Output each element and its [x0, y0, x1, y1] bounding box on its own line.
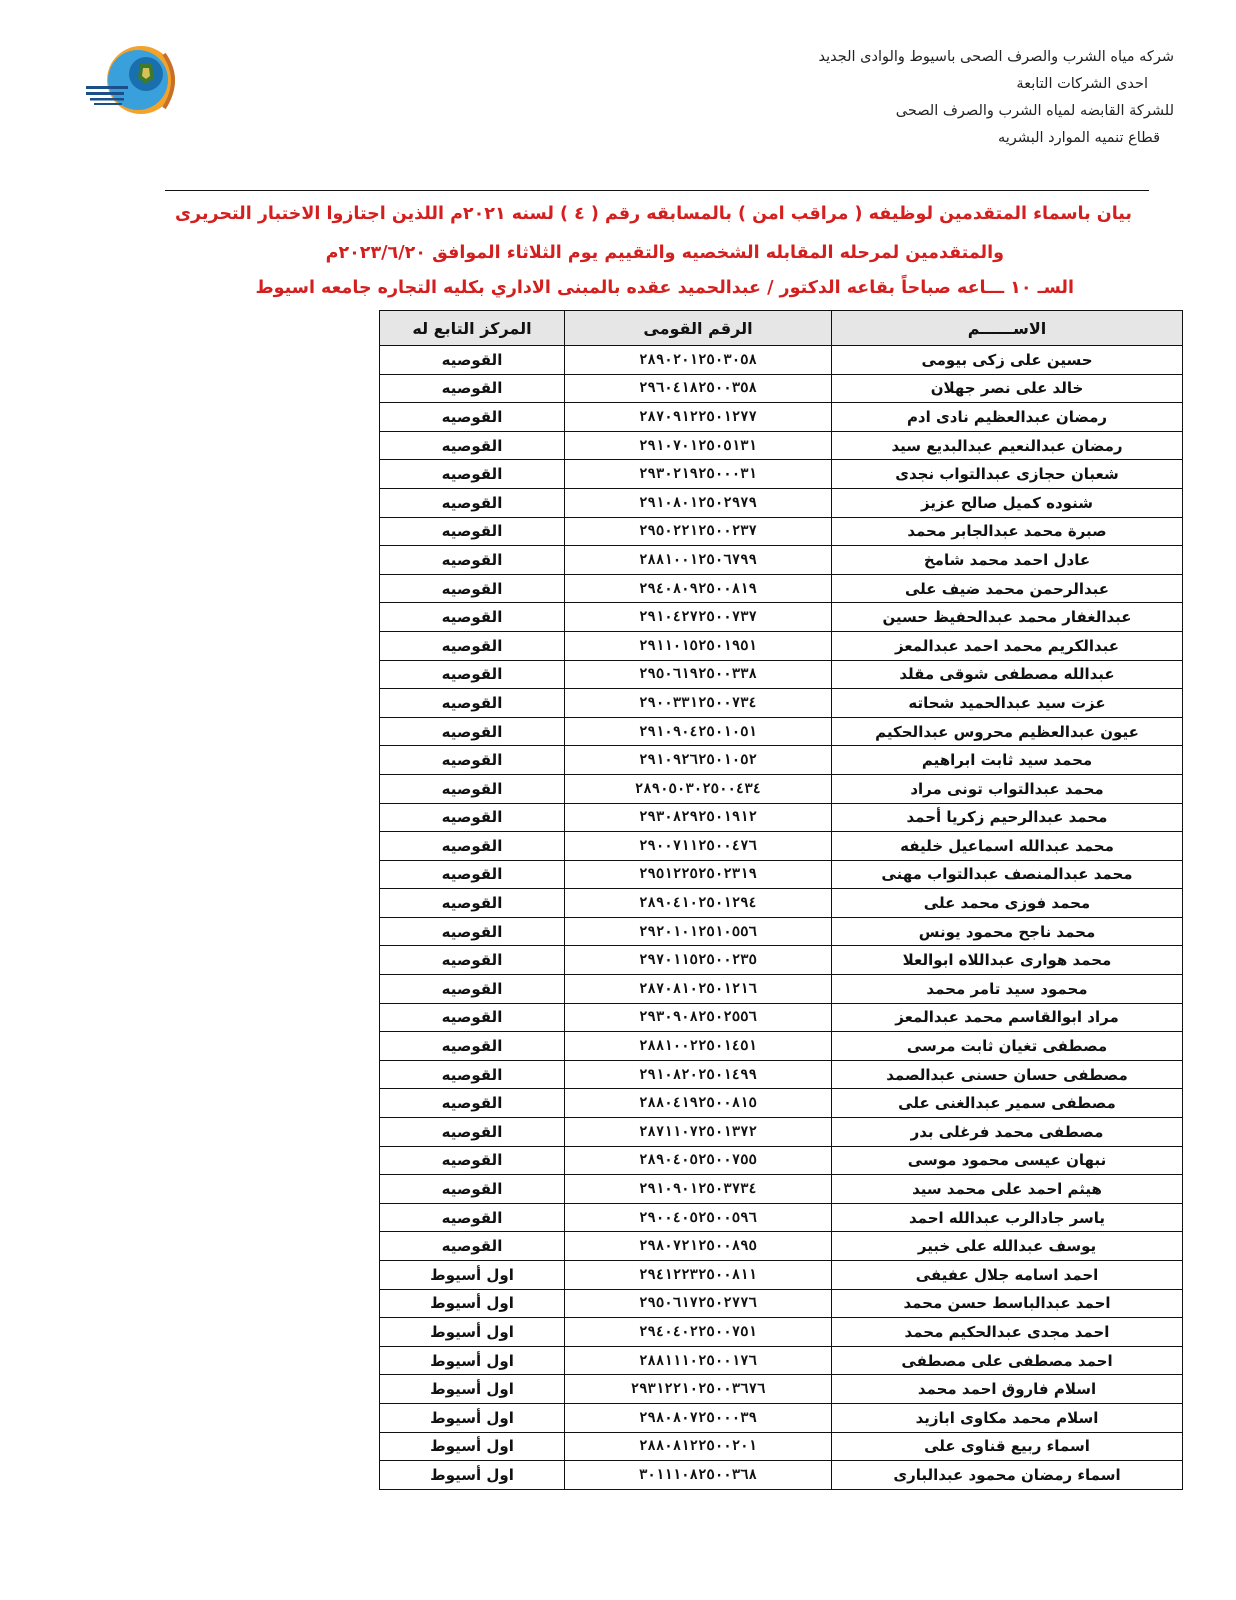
org-line-sector: قطاع تنميه الموارد البشريه [997, 130, 1160, 146]
cell-center: القوصيه [380, 1032, 565, 1061]
cell-national-id: ٢٩٥١٢٢٥٢٥٠٢٣١٩ [565, 860, 832, 889]
cell-name: محمد فوزى محمد على [832, 889, 1183, 918]
cell-center: القوصيه [380, 1203, 565, 1232]
cell-national-id: ٢٩٨٠٨٠٧٢٥٠٠٠٣٩ [565, 1403, 832, 1432]
cell-national-id: ٢٨٨٠٤١٩٢٥٠٠٨١٥ [565, 1089, 832, 1118]
cell-name: عادل احمد محمد شامخ [832, 546, 1183, 575]
cell-national-id: ٢٩٣٠٢١٩٢٥٠٠٠٣١ [565, 460, 832, 489]
table-row [380, 975, 1183, 1004]
cell-name: مصطفى تغيان ثابت مرسى [832, 1032, 1183, 1061]
table-row [380, 1318, 1183, 1347]
table-row [380, 574, 1183, 603]
cell-national-id: ٣٠١١١٠٨٢٥٠٠٣٦٨ [565, 1461, 832, 1490]
cell-name: محمد هوارى عبداللاه ابوالعلا [832, 946, 1183, 975]
cell-name: مراد ابوالقاسم محمد عبدالمعز [832, 1003, 1183, 1032]
table-row [380, 1403, 1183, 1432]
cell-center: القوصيه [380, 746, 565, 775]
table-row [380, 374, 1183, 403]
cell-name: رمضان عبدالنعيم عبدالبديع سيد [832, 431, 1183, 460]
table-row [380, 860, 1183, 889]
table-row [380, 431, 1183, 460]
cell-national-id: ٢٨٧٠٩١٢٢٥٠١٢٧٧ [565, 403, 832, 432]
cell-name: نبهان عيسى محمود موسى [832, 1146, 1183, 1175]
cell-center: القوصيه [380, 832, 565, 861]
cell-center: القوصيه [380, 431, 565, 460]
cell-national-id: ٢٨٧٠٨١٠٢٥٠١٢١٦ [565, 975, 832, 1004]
cell-name: عبدالله مصطفى شوقى مقلد [832, 660, 1183, 689]
org-header [818, 44, 1174, 152]
cell-center: القوصيه [380, 1146, 565, 1175]
cell-national-id: ٢٩٧٠١١٥٢٥٠٠٢٣٥ [565, 946, 832, 975]
table-row [380, 946, 1183, 975]
cell-national-id: ٢٩١٠٨٢٠٢٥٠١٤٩٩ [565, 1060, 832, 1089]
cell-center: القوصيه [380, 403, 565, 432]
cell-center: اول أسيوط [380, 1375, 565, 1404]
table-row [380, 746, 1183, 775]
table-row [380, 1003, 1183, 1032]
cell-national-id: ٢٩٥٠٦١٩٢٥٠٠٣٣٨ [565, 660, 832, 689]
table-row [380, 631, 1183, 660]
table-row [380, 1289, 1183, 1318]
cell-name: محمد عبدالله اسماعيل خليفه [832, 832, 1183, 861]
cell-name: صبرة محمد عبدالجابر محمد [832, 517, 1183, 546]
table-row [380, 803, 1183, 832]
table-row [380, 1375, 1183, 1404]
cell-center: اول أسيوط [380, 1261, 565, 1290]
cell-center: اول أسيوط [380, 1461, 565, 1490]
cell-center: القوصيه [380, 517, 565, 546]
cell-name: عبدالغفار محمد عبدالحفيظ حسين [832, 603, 1183, 632]
cell-national-id: ٢٨٨١٠٠١٢٥٠٦٧٩٩ [565, 546, 832, 575]
cell-center: القوصيه [380, 860, 565, 889]
cell-name: خالد على نصر جهلان [832, 374, 1183, 403]
document-title-line3: السـ ١٠ ـــاعه صباحاً بقاعه الدكتور / عبدالحميد عقده بالمبنى الاداري بكليه التجاره جامعه اسيوط [255, 278, 1074, 298]
table-body [380, 346, 1183, 1490]
cell-name: مصطفى محمد فرغلى بدر [832, 1118, 1183, 1147]
table-row [380, 1203, 1183, 1232]
cell-name: عبدالرحمن محمد ضيف على [832, 574, 1183, 603]
cell-center: القوصيه [380, 631, 565, 660]
document-title-line2: والمتقدمين لمرحله المقابله الشخصيه والتقييم يوم الثلاثاء الموافق ٢٠٢٣/٦/٢٠م [325, 243, 1004, 263]
table-row [380, 460, 1183, 489]
cell-name: شعبان حجازى عبدالتواب نجدى [832, 460, 1183, 489]
cell-name: احمد اسامه جلال عفيفى [832, 1261, 1183, 1290]
cell-national-id: ٢٩٤٠٨٠٩٢٥٠٠٨١٩ [565, 574, 832, 603]
cell-name: ياسر جادالرب عبدالله احمد [832, 1203, 1183, 1232]
cell-name: احمد مجدى عبدالحكيم محمد [832, 1318, 1183, 1347]
cell-national-id: ٢٨٨٠٨١٢٢٥٠٠٢٠١ [565, 1432, 832, 1461]
org-line-company: شركه مياه الشرب والصرف الصحى باسيوط والوادى الجديد [818, 49, 1174, 65]
cell-national-id: ٢٩٠٠٤٠٥٢٥٠٠٥٩٦ [565, 1203, 832, 1232]
cell-center: القوصيه [380, 660, 565, 689]
cell-national-id: ٢٩٤٠٤٠٢٢٥٠٠٧٥١ [565, 1318, 832, 1347]
cell-name: حسين على زكى بيومى [832, 346, 1183, 375]
cell-center: القوصيه [380, 1060, 565, 1089]
cell-name: محمود سيد تامر محمد [832, 975, 1183, 1004]
cell-name: اسماء ربيع قناوى على [832, 1432, 1183, 1461]
cell-name: عبدالكريم محمد احمد عبدالمعز [832, 631, 1183, 660]
table-row [380, 1146, 1183, 1175]
cell-name: محمد سيد ثابت ابراهيم [832, 746, 1183, 775]
cell-national-id: ٢٩١٠٩٠١٢٥٠٣٧٣٤ [565, 1175, 832, 1204]
table-row [380, 1346, 1183, 1375]
cell-name: اسلام فاروق احمد محمد [832, 1375, 1183, 1404]
table-row [380, 1432, 1183, 1461]
cell-center: القوصيه [380, 889, 565, 918]
table-row [380, 774, 1183, 803]
cell-center: القوصيه [380, 717, 565, 746]
cell-national-id: ٢٩٣١٢٢١٠٢٥٠٠٣٦٧٦ [565, 1375, 832, 1404]
table-row [380, 546, 1183, 575]
column-header-national-id: الرقم القومى [565, 311, 832, 346]
table-row [380, 1060, 1183, 1089]
table-row [380, 517, 1183, 546]
cell-name: هيثم احمد على محمد سيد [832, 1175, 1183, 1204]
cell-name: محمد عبدالتواب تونى مراد [832, 774, 1183, 803]
cell-center: القوصيه [380, 1175, 565, 1204]
cell-national-id: ٢٩٣٠٨٢٩٢٥٠١٩١٢ [565, 803, 832, 832]
company-logo [86, 44, 186, 116]
table-row [380, 917, 1183, 946]
cell-center: القوصيه [380, 460, 565, 489]
cell-name: رمضان عبدالعظيم نادى ادم [832, 403, 1183, 432]
cell-center: القوصيه [380, 1003, 565, 1032]
cell-national-id: ٢٩١٠٨٠١٢٥٠٢٩٧٩ [565, 488, 832, 517]
cell-name: شنوده كميل صالح عزيز [832, 488, 1183, 517]
cell-national-id: ٢٩٥٠٢٢١٢٥٠٠٢٣٧ [565, 517, 832, 546]
cell-center: اول أسيوط [380, 1432, 565, 1461]
table-row [380, 603, 1183, 632]
cell-name: اسماء رمضان محمود عبدالبارى [832, 1461, 1183, 1490]
cell-national-id: ٢٨٩٠٥٠٣٠٢٥٠٠٤٣٤ [565, 774, 832, 803]
org-line-affiliate: احدى الشركات التابعة [1016, 76, 1148, 92]
table-row [380, 1175, 1183, 1204]
cell-national-id: ٢٩٣٠٩٠٨٢٥٠٢٥٥٦ [565, 1003, 832, 1032]
cell-center: القوصيه [380, 689, 565, 718]
cell-name: عزت سيد عبدالحميد شحاته [832, 689, 1183, 718]
cell-center: القوصيه [380, 1118, 565, 1147]
cell-center: القوصيه [380, 374, 565, 403]
cell-national-id: ٢٩١٠٧٠١٢٥٠٥١٣١ [565, 431, 832, 460]
header-divider [165, 190, 1149, 191]
column-header-center: المركز التابع له [380, 311, 565, 346]
cell-name: عيون عبدالعظيم محروس عبدالحكيم [832, 717, 1183, 746]
cell-center: القوصيه [380, 346, 565, 375]
cell-name: اسلام محمد مكاوى ابازيد [832, 1403, 1183, 1432]
cell-center: القوصيه [380, 603, 565, 632]
table-row [380, 1032, 1183, 1061]
cell-name: محمد عبدالرحيم زكريا أحمد [832, 803, 1183, 832]
cell-center: اول أسيوط [380, 1289, 565, 1318]
cell-national-id: ٢٨٧١١٠٧٢٥٠١٣٧٢ [565, 1118, 832, 1147]
table-row [380, 1261, 1183, 1290]
table-row [380, 1232, 1183, 1261]
cell-name: محمد عبدالمنصف عبدالتواب مهنى [832, 860, 1183, 889]
cell-national-id: ٢٩١١٠١٥٢٥٠١٩٥١ [565, 631, 832, 660]
cell-national-id: ٢٨٩٠٢٠١٢٥٠٣٠٥٨ [565, 346, 832, 375]
table-row [380, 346, 1183, 375]
candidates-table [379, 310, 1183, 1490]
table-row [380, 832, 1183, 861]
table-row [380, 1461, 1183, 1490]
cell-national-id: ٢٩١٠٤٢٧٢٥٠٠٧٣٧ [565, 603, 832, 632]
cell-national-id: ٢٩٤١٢٢٣٢٥٠٠٨١١ [565, 1261, 832, 1290]
cell-center: القوصيه [380, 975, 565, 1004]
cell-national-id: ٢٩٢٠١٠١٢٥١٠٥٥٦ [565, 917, 832, 946]
cell-national-id: ٢٨٨١١١٠٢٥٠٠١٧٦ [565, 1346, 832, 1375]
cell-name: مصطفى سمير عبدالغنى على [832, 1089, 1183, 1118]
table-row [380, 403, 1183, 432]
cell-name: احمد مصطفى على مصطفى [832, 1346, 1183, 1375]
cell-center: اول أسيوط [380, 1346, 565, 1375]
cell-name: محمد ناجح محمود يونس [832, 917, 1183, 946]
table-row [380, 689, 1183, 718]
cell-center: القوصيه [380, 803, 565, 832]
cell-national-id: ٢٩١٠٩٢٦٢٥٠١٠٥٢ [565, 746, 832, 775]
cell-national-id: ٢٨٩٠٤١٠٢٥٠١٢٩٤ [565, 889, 832, 918]
cell-national-id: ٢٩٠٠٣٣١٢٥٠٠٧٣٤ [565, 689, 832, 718]
cell-center: القوصيه [380, 1089, 565, 1118]
cell-center: اول أسيوط [380, 1318, 565, 1347]
cell-center: القوصيه [380, 488, 565, 517]
cell-national-id: ٢٩٦٠٤١٨٢٥٠٠٣٥٨ [565, 374, 832, 403]
candidates-table-container [379, 310, 1147, 1490]
org-line-holding: للشركة القابضه لمياه الشرب والصرف الصحى [895, 103, 1174, 119]
cell-national-id: ٢٩٥٠٦١٧٢٥٠٢٧٧٦ [565, 1289, 832, 1318]
table-row [380, 488, 1183, 517]
cell-name: يوسف عبدالله على خبير [832, 1232, 1183, 1261]
cell-national-id: ٢٨٨١٠٠٢٢٥٠١٤٥١ [565, 1032, 832, 1061]
column-header-name: الاســــــم [832, 311, 1183, 346]
cell-center: اول أسيوط [380, 1403, 565, 1432]
table-row [380, 1089, 1183, 1118]
table-row [380, 1118, 1183, 1147]
cell-center: القوصيه [380, 574, 565, 603]
cell-center: القوصيه [380, 774, 565, 803]
table-row [380, 889, 1183, 918]
cell-national-id: ٢٩٠٠٧١١٢٥٠٠٤٧٦ [565, 832, 832, 861]
cell-national-id: ٢٩١٠٩٠٤٢٥٠١٠٥١ [565, 717, 832, 746]
cell-national-id: ٢٩٨٠٧٢١٢٥٠٠٨٩٥ [565, 1232, 832, 1261]
cell-center: القوصيه [380, 546, 565, 575]
table-row [380, 660, 1183, 689]
cell-name: احمد عبدالباسط حسن محمد [832, 1289, 1183, 1318]
cell-center: القوصيه [380, 1232, 565, 1261]
cell-center: القوصيه [380, 917, 565, 946]
table-row [380, 717, 1183, 746]
cell-national-id: ٢٨٩٠٤٠٥٢٥٠٠٧٥٥ [565, 1146, 832, 1175]
cell-center: القوصيه [380, 946, 565, 975]
cell-name: مصطفى حسان حسنى عبدالصمد [832, 1060, 1183, 1089]
table-header-row [380, 311, 1183, 346]
document-title-line1: بيان باسماء المتقدمين لوظيفه ( مراقب امن ) بالمسابقه رقم ( ٤ ) لسنه ٢٠٢١م اللذين اجتازوا الاختبار التحريرى [175, 204, 1132, 224]
